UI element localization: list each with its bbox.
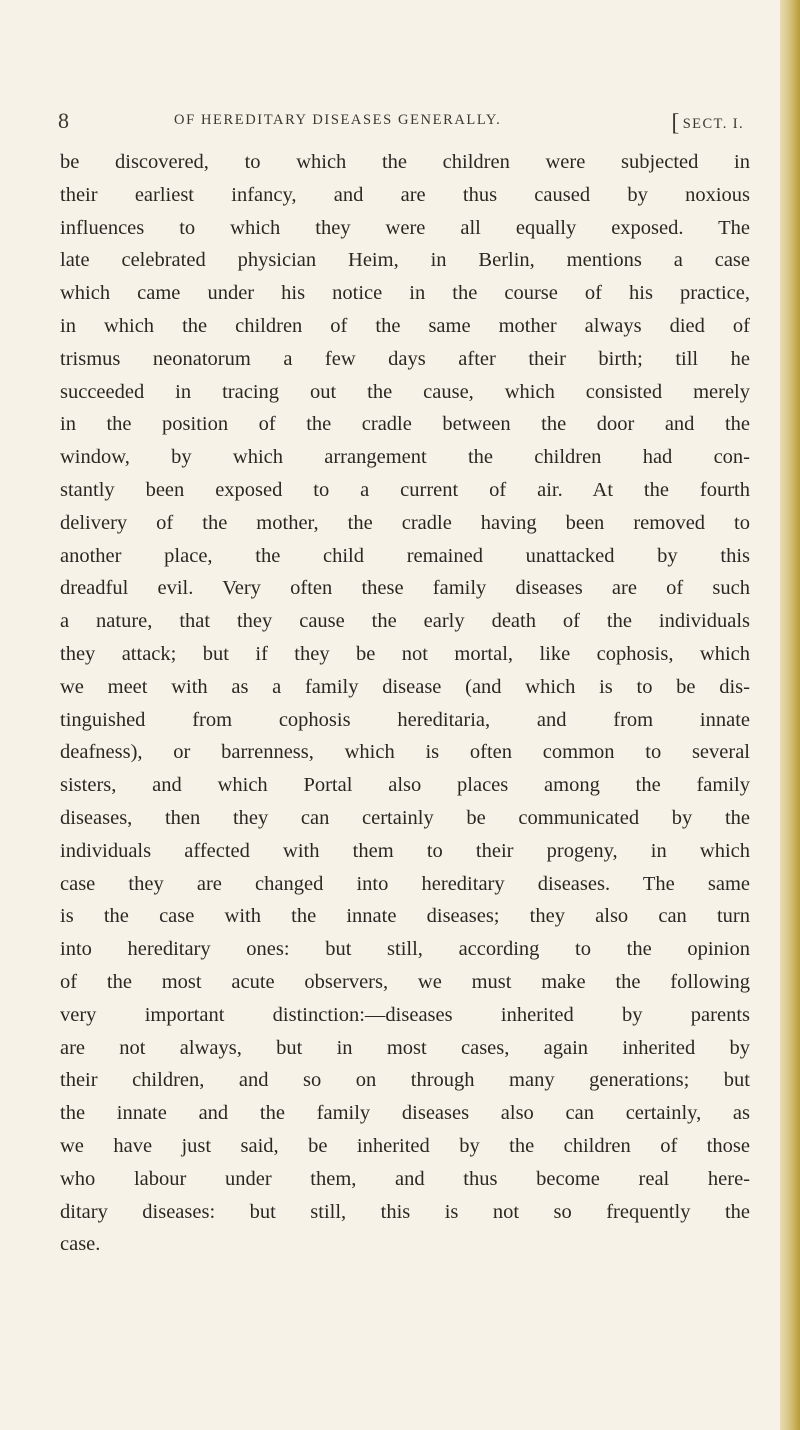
text-line: delivery of the mother, the cradle having been removed to <box>60 511 750 534</box>
text-line: their children, and so on through many generations; but <box>60 1069 750 1092</box>
section-bracket: [ <box>671 110 681 136</box>
text-line: of the most acute observers, we must make the following <box>60 970 750 993</box>
text-line: case they are changed into hereditary diseases. The same <box>60 872 750 895</box>
text-line: sisters, and which Portal also places among the family <box>60 774 750 797</box>
text-line: diseases, then they can certainly be communicated by the <box>60 806 750 829</box>
text-line: be discovered, to which the children were subjected in <box>60 151 750 173</box>
text-line: who labour under them, and thus become real here- <box>60 1167 750 1190</box>
text-line: window, by which arrangement the children had con- <box>60 446 750 469</box>
text-line: influences to which they were all equally exposed. The <box>60 216 750 239</box>
text-line: the innate and the family diseases also can certainly, as <box>60 1102 750 1125</box>
text-line: another place, the child remained unattacked by this <box>60 544 750 567</box>
page-edge-gilt <box>780 0 800 1430</box>
text-line: dreadful evil. Very often these family diseases are of such <box>60 577 750 600</box>
text-line: tinguished from cophosis hereditaria, and from innate <box>60 708 750 731</box>
text-line: stantly been exposed to a current of air. At the fourth <box>60 478 750 501</box>
text-line: which came under his notice in the course of his practice, <box>60 282 750 305</box>
text-line: late celebrated physician Heim, in Berlin, mentions a case <box>60 249 750 272</box>
text-line: their earliest infancy, and are thus caused by noxious <box>60 183 750 206</box>
body-text <box>60 146 750 1261</box>
text-line: trismus neonatorum a few days after their birth; till he <box>60 347 750 370</box>
text-line: deafness), or barrenness, which is often common to several <box>60 741 750 764</box>
text-line: is the case with the innate diseases; they also can turn <box>60 905 750 928</box>
text-line-last: case. <box>60 1233 101 1256</box>
text-line: a nature, that they cause the early death of the individuals <box>60 610 750 633</box>
text-line: succeeded in tracing out the cause, which consisted merely <box>60 380 750 403</box>
running-title: OF HEREDITARY DISEASES GENERALLY. <box>174 112 502 128</box>
page-number: 8 <box>58 108 71 133</box>
section-label: SECT. I. <box>682 116 744 132</box>
text-line: very important distinction:—diseases inherited by parents <box>60 1003 750 1026</box>
text-line: we meet with as a family disease (and which is to be dis- <box>60 675 750 698</box>
text-line: in which the children of the same mother always died of <box>60 314 750 337</box>
text-line: we have just said, be inherited by the children of those <box>60 1134 750 1157</box>
section-marker <box>671 108 744 135</box>
text-line: are not always, but in most cases, again inherited by <box>60 1036 750 1059</box>
text-line: in the position of the cradle between the door and the <box>60 413 750 436</box>
text-line: they attack; but if they be not mortal, like cophosis, which <box>60 642 750 665</box>
text-line: individuals affected with them to their progeny, in which <box>60 839 750 862</box>
text-line: ditary diseases: but still, this is not so frequently the <box>60 1200 750 1223</box>
text-line: into hereditary ones: but still, according to the opinion <box>60 938 750 961</box>
running-head <box>58 108 744 134</box>
